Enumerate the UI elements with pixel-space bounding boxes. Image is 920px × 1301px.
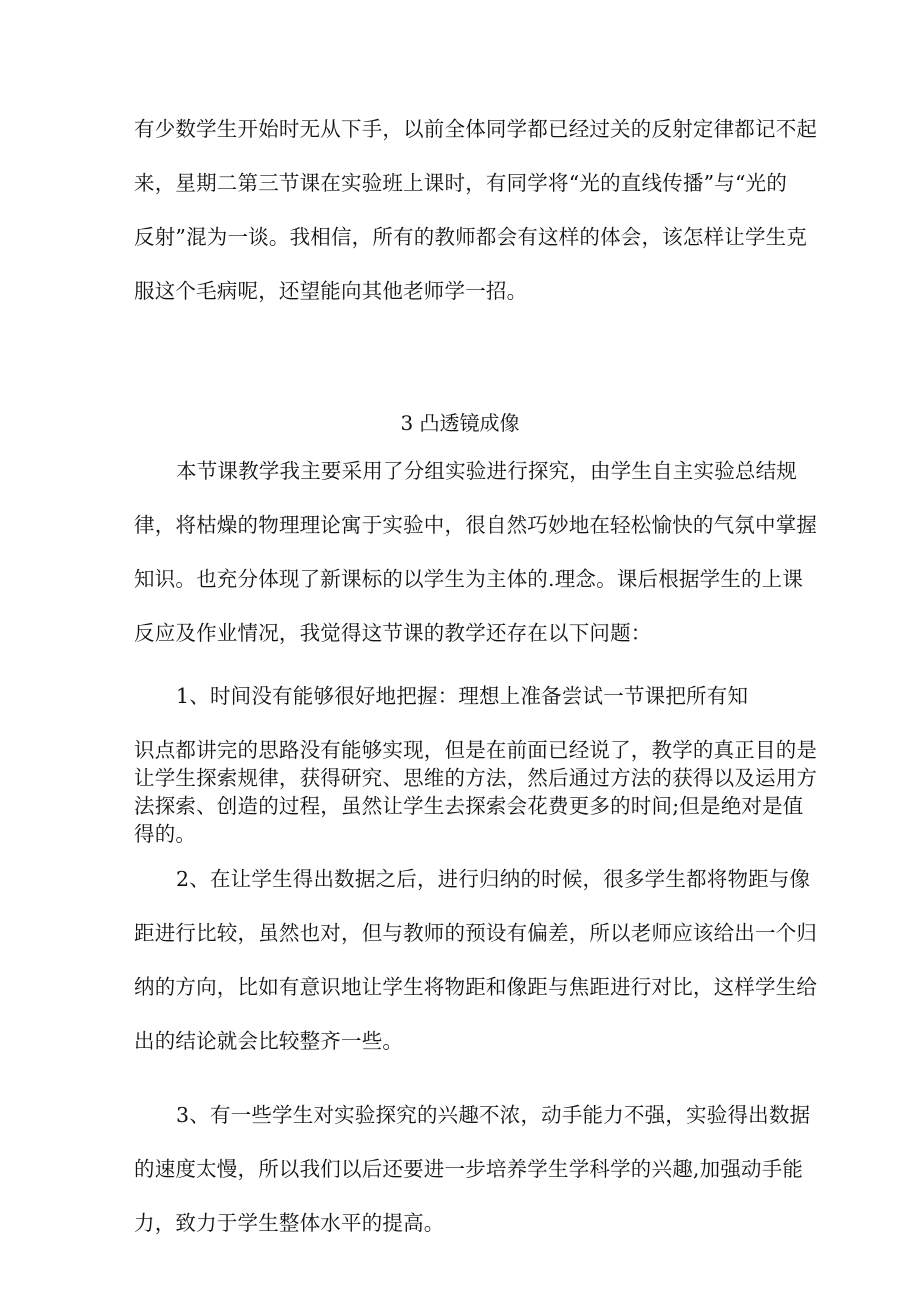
list-item-first-line: 2、在让学生得出数据之后，进行归纳的时候，很多学生都将物距与像 (176, 867, 811, 891)
paragraph-line: 反射”混为一谈。我相信，所有的教师都会有这样的体会，该怎样让学生克 (134, 225, 808, 249)
paragraph-line: 法探索、创造的过程，虽然让学生去探索会花费更多的时间;但是绝对是值 (134, 794, 804, 818)
paragraph-line: 力，致力于学生整体水平的提高。 (134, 1211, 445, 1235)
paragraph-line: 来，星期二第三节课在实验班上课时，有同学将“光的直线传播”与“光的 (134, 171, 788, 195)
paragraph-line: 服这个毛病呢，还望能向其他老师学一招。 (134, 279, 528, 303)
paragraph-line: 本节课教学我主要采用了分组实验进行探究，由学生自主实验总结规 (176, 459, 797, 483)
list-item-first-line: 1、时间没有能够很好地把握：理想上准备尝试一节课把所有知 (176, 684, 749, 708)
paragraph-line: 反应及作业情况，我觉得这节课的教学还存在以下问题： (134, 621, 652, 645)
paragraph-line: 距进行比较，虽然也对，但与教师的预设有偏差，所以老师应该给出一个归 (134, 921, 818, 945)
paragraph-line: 律，将枯燥的物理理论寓于实验中，很自然巧妙地在轻松愉快的气氛中掌握 (134, 513, 818, 537)
paragraph-line: 有少数学生开始时无从下手，以前全体同学都已经过关的反射定律都记不起 (134, 117, 818, 141)
paragraph-line: 识点都讲完的思路没有能够实现，但是在前面已经说了，教学的真正目的是 (134, 738, 818, 762)
paragraph-line: 知识。也充分体现了新课标的以学生为主体的.理念。课后根据学生的上课 (134, 567, 804, 591)
section-title: 3 凸透镜成像 (400, 411, 520, 435)
paragraph-line: 纳的方向，比如有意识地让学生将物距和像距与焦距进行对比，这样学生给 (134, 975, 818, 999)
paragraph-line: 让学生探索规律，获得研究、思维的方法，然后通过方法的获得以及运用方 (134, 766, 818, 790)
paragraph-line: 得的。 (134, 822, 197, 846)
list-item-first-line: 3、有一些学生对实验探究的兴趣不浓，动手能力不强，实验得出数据 (176, 1103, 811, 1127)
paragraph-line: 出的结论就会比较整齐一些。 (134, 1029, 404, 1053)
paragraph-line: 的速度太慢，所以我们以后还要进一步培养学生学科学的兴趣,加强动手能 (134, 1157, 804, 1181)
